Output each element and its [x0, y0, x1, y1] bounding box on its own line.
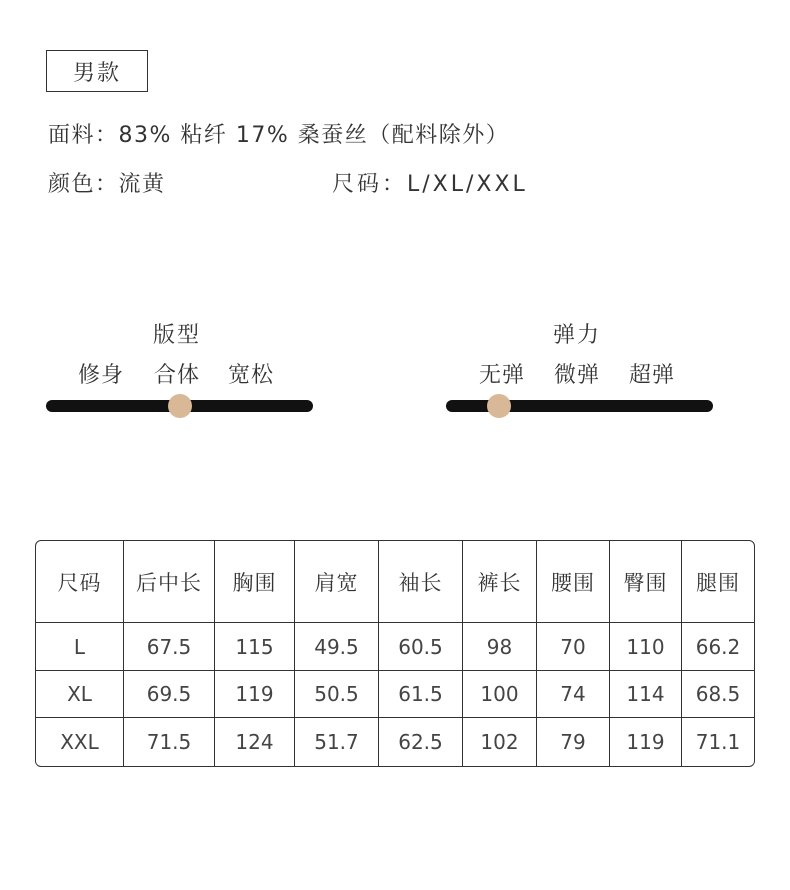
table-cell: 124 [215, 718, 295, 766]
header-shoulder: 肩宽 [295, 541, 379, 623]
size-chart-table [35, 540, 755, 767]
elasticity-option-slight: 微弹 [553, 363, 601, 388]
header-thigh: 腿围 [682, 541, 754, 623]
elasticity-scale [446, 318, 714, 418]
table-header-row [36, 541, 754, 623]
elasticity-scale-track [446, 400, 713, 412]
table-cell: 67.5 [124, 623, 215, 671]
table-row [36, 718, 754, 766]
header-waist: 腰围 [537, 541, 610, 623]
gender-badge: 男款 [46, 50, 148, 92]
fit-scale-knob [168, 394, 192, 418]
table-cell: 68.5 [682, 671, 754, 717]
fit-option-loose: 宽松 [227, 363, 275, 388]
fit-scale [46, 318, 314, 418]
header-size: 尺码 [36, 541, 124, 623]
table-cell: 49.5 [295, 623, 379, 671]
table-cell: 110 [610, 623, 682, 671]
fit-scale-title: 版型 [152, 323, 202, 348]
table-cell: 114 [610, 671, 682, 717]
table-cell: 119 [610, 718, 682, 766]
table-cell: 60.5 [379, 623, 463, 671]
table-cell: 50.5 [295, 671, 379, 717]
table-cell: 119 [215, 671, 295, 717]
header-hip: 臀围 [610, 541, 682, 623]
table-cell: L [36, 623, 124, 671]
table-cell: 71.1 [695, 729, 741, 754]
table-cell: XXL [36, 718, 124, 766]
table-cell: 79 [537, 718, 610, 766]
table-cell: 66.2 [682, 623, 754, 671]
table-cell: 98 [463, 623, 537, 671]
elasticity-scale-knob [487, 394, 511, 418]
table-row [36, 623, 754, 671]
table-cell: 61.5 [379, 671, 463, 717]
elasticity-option-high: 超弹 [628, 363, 676, 388]
table-cell: XL [36, 671, 124, 717]
table-cell: 71.5 [124, 718, 215, 766]
elasticity-option-none: 无弹 [478, 363, 526, 388]
fabric-info: 面料：83% 粘纤 17% 桑蚕丝（配料除外） [48, 123, 510, 148]
table-cell: 102 [463, 718, 537, 766]
table-cell: 100 [463, 671, 537, 717]
header-back-length: 后中长 [124, 541, 215, 623]
header-chest: 胸围 [215, 541, 295, 623]
table-cell: 115 [215, 623, 295, 671]
table-cell: 62.5 [379, 718, 463, 766]
fit-option-slim: 修身 [77, 363, 125, 388]
table-cell: 70 [537, 623, 610, 671]
table-cell: 69.5 [124, 671, 215, 717]
color-info: 颜色：流黄 [48, 172, 166, 197]
fit-option-regular: 合体 [153, 363, 201, 388]
elasticity-scale-title: 弹力 [552, 323, 602, 348]
table-row [36, 671, 754, 717]
size-info: 尺码：L/XL/XXL [332, 172, 528, 197]
table-cell: 74 [537, 671, 610, 717]
table-cell: 51.7 [295, 718, 379, 766]
header-sleeve: 袖长 [379, 541, 463, 623]
header-pants-length: 裤长 [463, 541, 537, 623]
